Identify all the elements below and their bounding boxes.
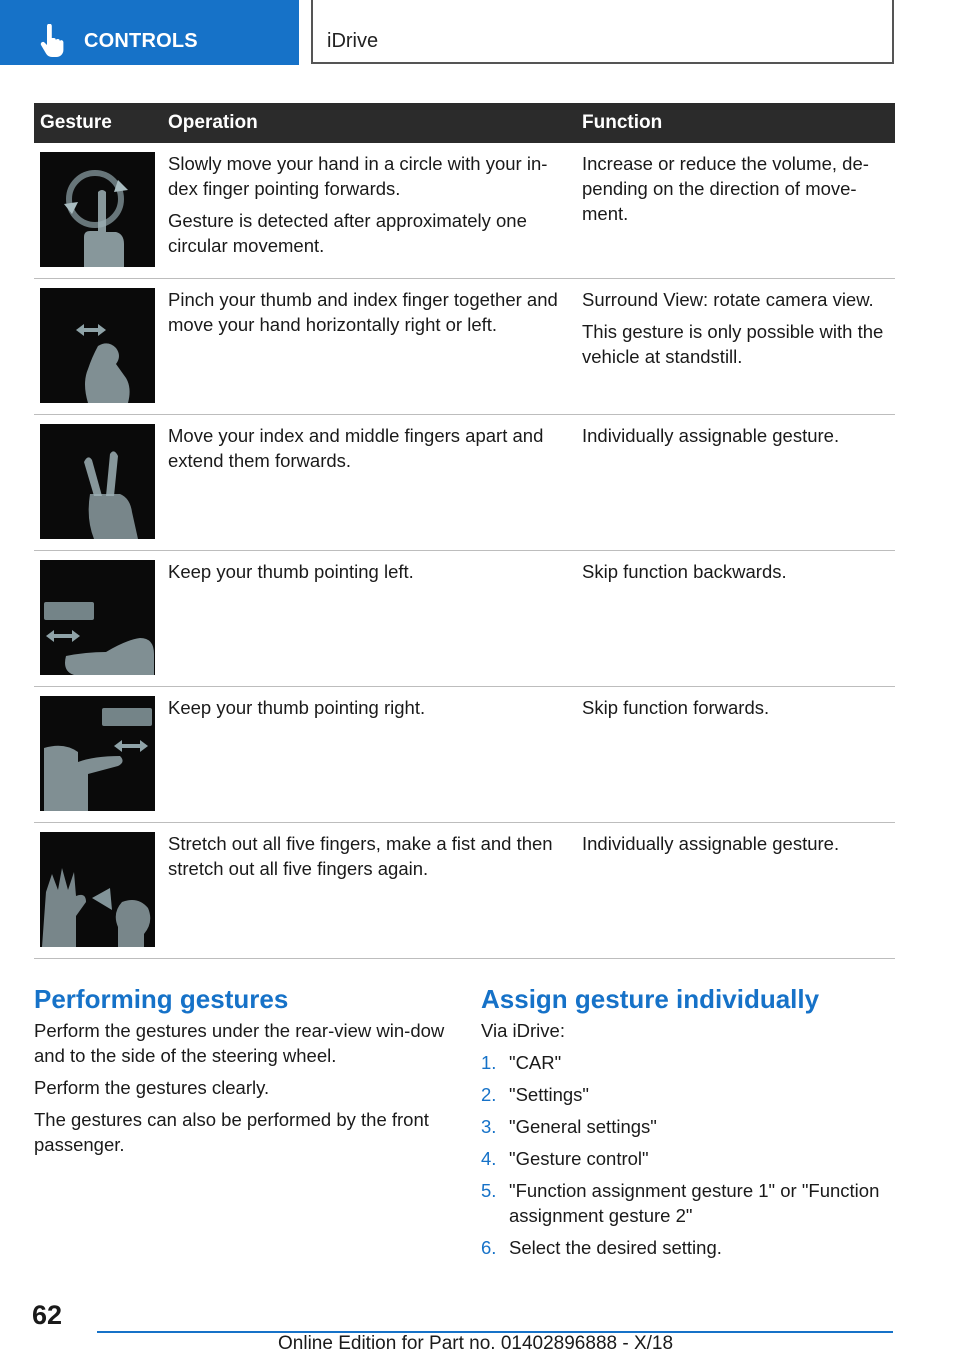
table-row [34, 143, 895, 278]
edition-text: Online Edition for Part no. 01402896888 - X/18 [278, 1333, 674, 1354]
via-idrive-text: Via iDrive: [481, 1020, 565, 1041]
list-item [481, 1146, 901, 1171]
steps-list [481, 1050, 901, 1260]
assign-gesture-heading: Assign gesture individually [481, 984, 820, 1014]
step-text: Select the desired setting. [509, 1237, 722, 1258]
step-text: "CAR" [509, 1052, 562, 1073]
list-item [481, 1082, 901, 1107]
fist-gesture-icon [40, 832, 155, 947]
assign-gesture-section [481, 984, 901, 1267]
body-paragraph: Perform the gestures under the rear-view win-dow and to the side of the steering wheel. [34, 1020, 445, 1066]
pointing-hand-icon [38, 24, 66, 58]
function-text: Individually assignable gesture. [582, 424, 840, 446]
operation-text: Keep your thumb pointing left. [168, 560, 414, 582]
operation-text: Keep your thumb pointing right. [168, 696, 426, 718]
section-label: CONTROLS [84, 30, 198, 52]
body-paragraph: Perform the gestures clearly. [34, 1077, 270, 1098]
operation-text: Gesture is detected after approximately one circular movement. [168, 210, 527, 256]
list-item [481, 1178, 901, 1228]
column-header-gesture: Gesture [34, 103, 162, 143]
section-tab [0, 0, 299, 65]
topic-label: iDrive [327, 30, 379, 52]
operation-text: Pinch your thumb and index finger together and move your hand horizontally right or left. [168, 288, 558, 335]
table-header-row [34, 103, 895, 143]
step-number: 3. [481, 1116, 497, 1137]
performing-gestures-section [34, 984, 448, 1164]
table-row [34, 278, 895, 414]
performing-gestures-heading: Performing gestures [34, 984, 289, 1014]
step-text: "Gesture control" [509, 1148, 649, 1169]
column-header-operation: Operation [162, 103, 576, 143]
function-text: Skip function backwards. [582, 560, 787, 582]
step-number: 1. [481, 1052, 497, 1073]
table-row [34, 550, 895, 686]
topic-header [311, 0, 894, 64]
step-number: 5. [481, 1180, 497, 1201]
column-header-function: Function [576, 103, 895, 143]
thumb-right-gesture-icon [40, 696, 155, 811]
step-text: "Settings" [509, 1084, 589, 1105]
gesture-table [34, 103, 895, 959]
list-item [481, 1050, 901, 1075]
function-text: Skip function forwards. [582, 696, 770, 718]
function-text: This gesture is only possible with the vehicle at standstill. [582, 320, 884, 367]
step-number: 4. [481, 1148, 497, 1169]
step-text: "General settings" [509, 1116, 657, 1137]
step-text: "Function assignment gesture 1" or "Function assignment gesture 2" [509, 1180, 880, 1226]
table-row [34, 822, 895, 958]
function-text: Surround View: rotate camera view. [582, 288, 874, 310]
body-paragraph: The gestures can also be performed by the front passenger. [34, 1109, 429, 1155]
table-row [34, 414, 895, 550]
page-number: 62 [32, 1300, 63, 1330]
operation-text: Move your index and middle fingers apart and extend them forwards. [168, 424, 544, 471]
function-text: Increase or reduce the volume, de-pending on the direction of move-ment. [582, 153, 869, 224]
list-item [481, 1114, 901, 1139]
step-number: 2. [481, 1084, 497, 1105]
two-fingers-gesture-icon [40, 424, 155, 539]
list-item [481, 1235, 901, 1260]
operation-text: Stretch out all five fingers, make a fist and then stretch out all five fingers again. [168, 832, 553, 879]
operation-text: Slowly move your hand in a circle with your in-dex finger pointing forwards. [168, 153, 548, 199]
thumb-left-gesture-icon [40, 560, 155, 675]
pinch-swipe-gesture-icon [40, 288, 155, 403]
circle-gesture-icon [40, 152, 155, 267]
function-text: Individually assignable gesture. [582, 832, 840, 854]
step-number: 6. [481, 1237, 497, 1258]
table-row [34, 686, 895, 822]
